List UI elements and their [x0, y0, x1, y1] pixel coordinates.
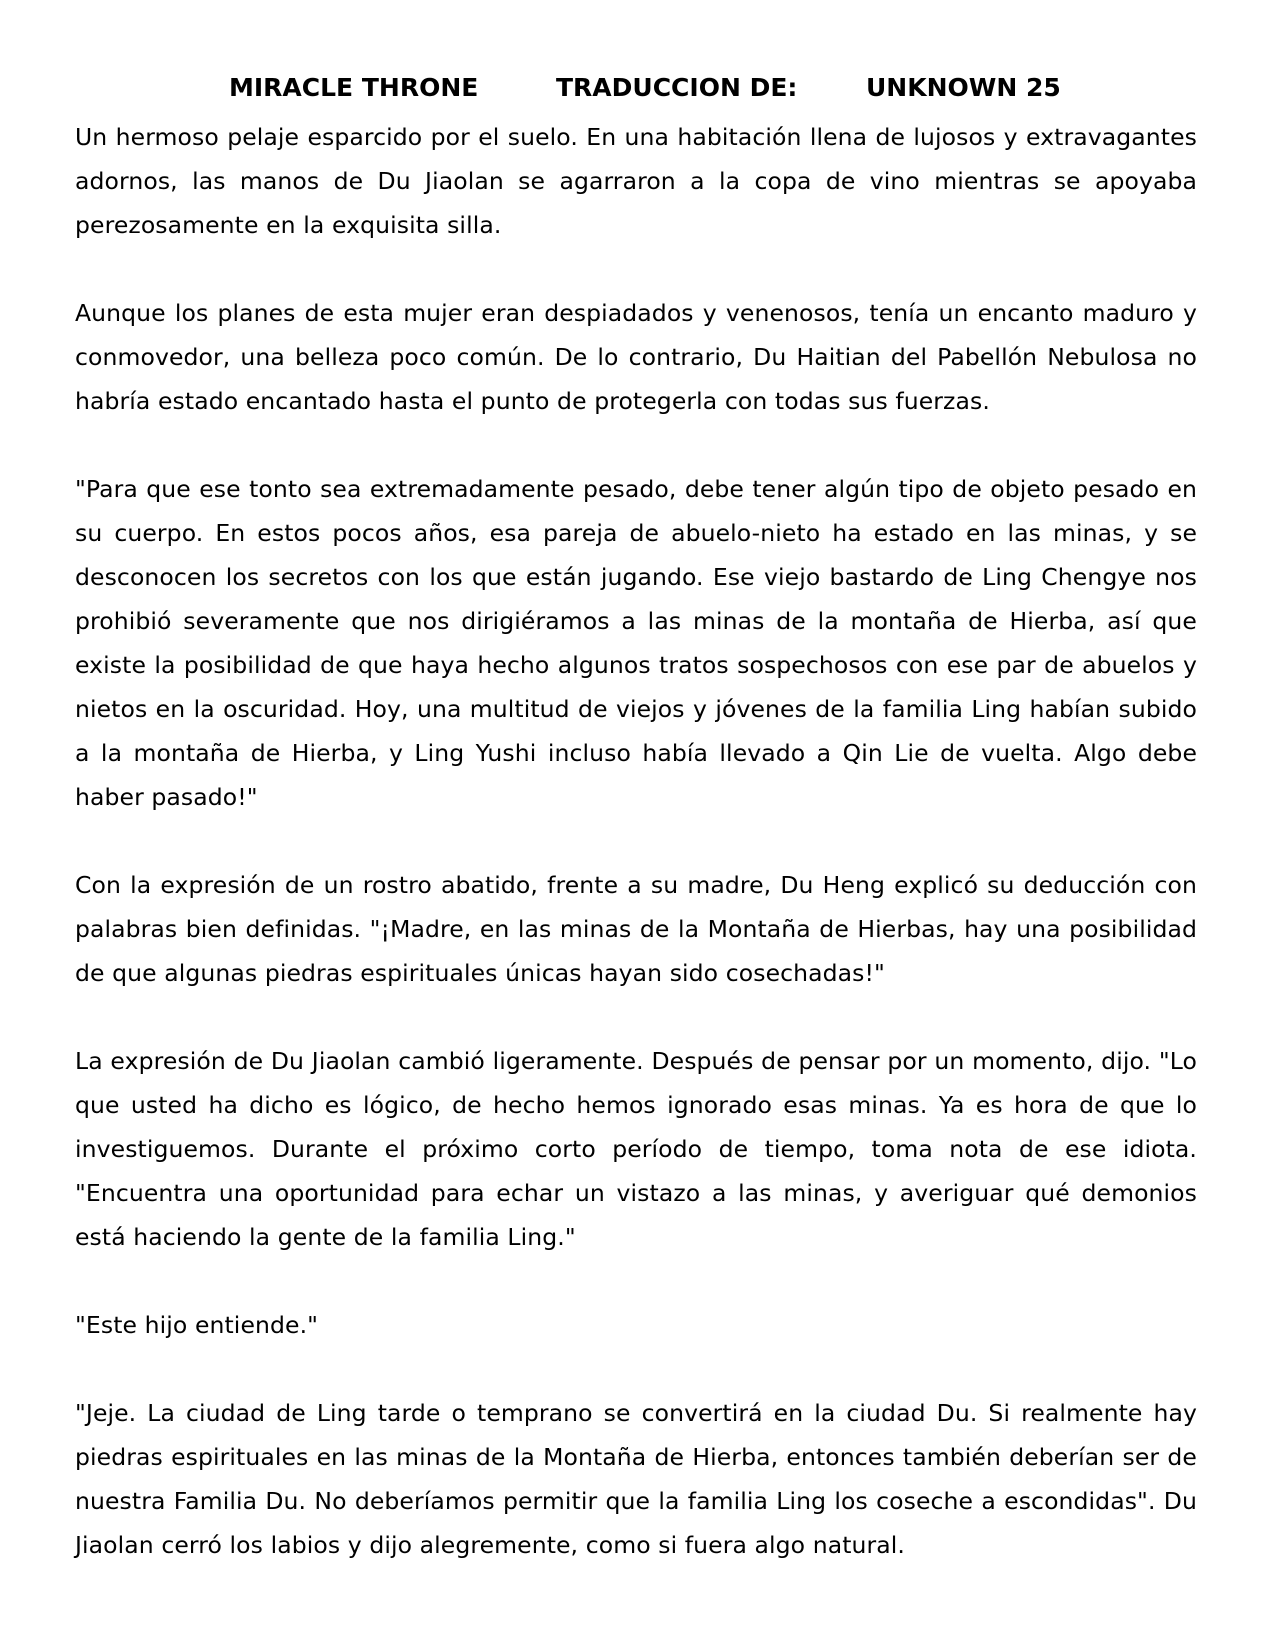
novel-title: MIRACLE THRONE: [229, 73, 479, 102]
paragraph: Aunque los planes de esta mujer eran despiadados y venenosos, tenía un encanto maduro y conmovedor, una belleza poco común. De lo contrario, Du Haitian del Pabellón Nebulosa no habría estado encantado hasta el punto de protegerla con todas sus fuerzas.: [75, 299, 1197, 415]
paragraph: Con la expresión de un rostro abatido, frente a su madre, Du Heng explicó su deducción con palabras bien definidas. "¡Madre, en las minas de la Montaña de Hierbas, hay una posibilidad de que algunas piedras espirituales únicas hayan sido cosechadas!": [75, 871, 1197, 987]
paragraph: "Este hijo entiende.": [75, 1311, 319, 1339]
translation-label: TRADUCCION DE:: [556, 73, 798, 102]
chapter-body: [75, 115, 1197, 1567]
paragraph: "Para que ese tonto sea extremadamente pesado, debe tener algún tipo de objeto pesado en su cuerpo. En estos pocos años, esa pareja de abuelo-nieto ha estado en las minas, y se desconocen los secretos con los que están jugando. Ese viejo bastardo de Ling Chengye nos prohibió severamente que nos dirigiéramos a las minas de la montaña de Hierba, así que existe la posibilidad de que haya hecho algunos tratos sospechosos con ese par de abuelos y nietos en la oscuridad. Hoy, una multitud de viejos y jóvenes de la familia Ling habían subido a la montaña de Hierba, y Ling Yushi incluso había llevado a Qin Lie de vuelta. Algo debe haber pasado!": [75, 475, 1197, 811]
translator-name: UNKNOWN 25: [866, 73, 1061, 102]
paragraph: Un hermoso pelaje esparcido por el suelo. En una habitación llena de lujosos y extravagantes adornos, las manos de Du Jiaolan se agarraron a la copa de vino mientras se apoyaba perezosamente en la exquisita silla.: [75, 123, 1197, 239]
paragraph: "Jeje. La ciudad de Ling tarde o temprano se convertirá en la ciudad Du. Si realmente hay piedras espirituales en las minas de la Montaña de Hierba, entonces también deberían ser de nuestra Familia Du. No deberíamos permitir que la familia Ling los coseche a escondidas". Du Jiaolan cerró los labios y dijo alegremente, como si fuera algo natural.: [75, 1399, 1197, 1559]
page-header: [0, 68, 1275, 108]
paragraph: La expresión de Du Jiaolan cambió ligeramente. Después de pensar por un momento, dijo. "Lo que usted ha dicho es lógico, de hecho hemos ignorado esas minas. Ya es hora de que lo investiguemos. Durante el próximo corto período de tiempo, toma nota de ese idiota. "Encuentra una oportunidad para echar un vistazo a las minas, y averiguar qué demonios está haciendo la gente de la familia Ling.": [75, 1047, 1197, 1251]
